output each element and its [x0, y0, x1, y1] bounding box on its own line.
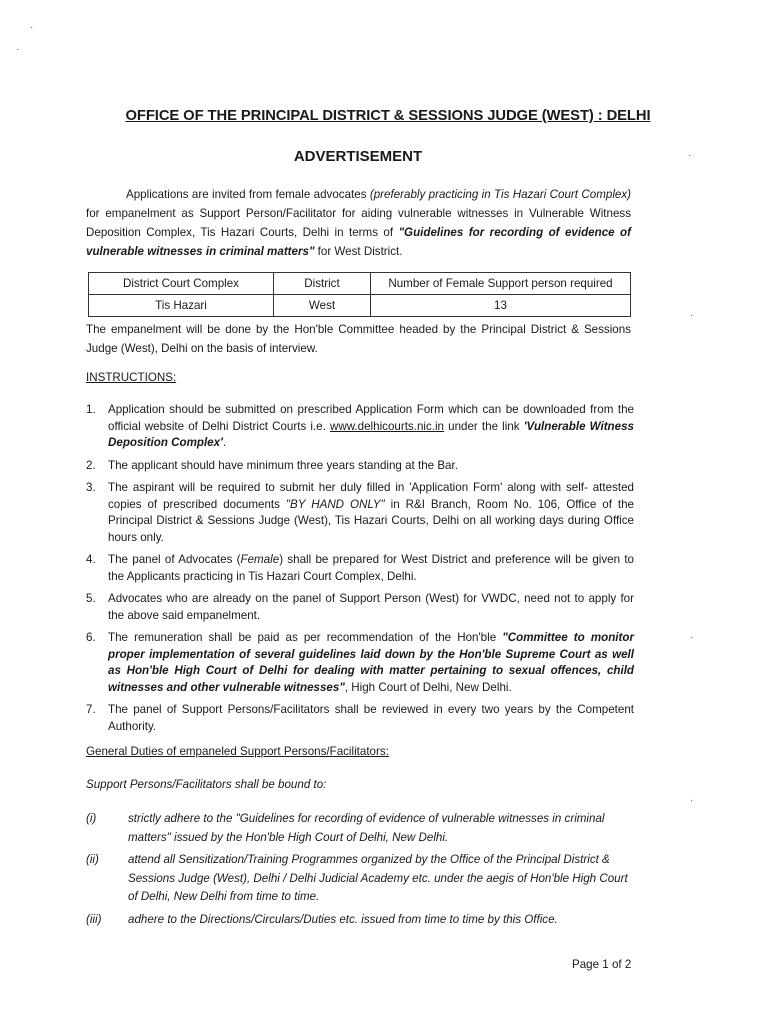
table-header: Number of Female Support person required	[371, 273, 631, 295]
list-item	[86, 552, 634, 585]
list-number: 4.	[86, 553, 96, 566]
duties-heading: General Duties of empaneled Support Persons/Facilitators:	[86, 745, 389, 758]
list-text: The panel of Advocates (	[108, 553, 241, 566]
list-text: strictly adhere to the "Guidelines for recording of evidence of vulnerable witnesses in criminal matters" issued by the Hon'ble High Court of Delhi, New Delhi.	[128, 812, 605, 844]
table-cell: 13	[371, 295, 631, 317]
list-text: The panel of Support Persons/Facilitators shall be reviewed in every two years by the Competent Authority.	[108, 703, 634, 733]
requirement-table	[88, 272, 631, 317]
list-number: (i)	[86, 812, 97, 825]
list-number: 3.	[86, 481, 96, 494]
table-row	[89, 295, 631, 317]
list-item	[86, 630, 634, 696]
scan-mark: ·	[690, 310, 694, 321]
advertisement-heading: ADVERTISEMENT	[293, 148, 423, 165]
list-text-italic: Female	[240, 553, 280, 566]
list-text-italic: "BY HAND ONLY"	[285, 497, 385, 511]
list-number: 7.	[86, 703, 96, 716]
committee-name: "Committee to monitor proper implementation of several guidelines laid down by the Hon'ble Supreme Court as well as Hon'ble High Court of Delhi for dealing with matter pertaining to sexual offences, child witnesses and other vulnerable witnesses"	[108, 631, 634, 694]
scan-mark: ·	[690, 632, 694, 643]
list-item	[86, 851, 634, 907]
table-cell: Tis Hazari	[89, 295, 274, 317]
list-text: The applicant should have minimum three years standing at the Bar.	[108, 458, 458, 472]
table-header: District Court Complex	[89, 273, 274, 295]
scan-mark: ·	[688, 150, 692, 161]
list-item	[86, 402, 634, 452]
link-name: 'Vulnerable Witness Deposition Complex'	[108, 419, 634, 449]
list-text: under the link	[444, 419, 524, 433]
list-number: (iii)	[86, 912, 102, 926]
intro-text-italic: (preferably practicing in Tis Hazari Court Complex)	[369, 188, 631, 201]
list-text: .	[222, 436, 227, 449]
duties-intro: Support Persons/Facilitators shall be bound to:	[86, 778, 327, 791]
list-text: adhere to the Directions/Circulars/Duties etc. issued from time to time by this Office.	[128, 912, 558, 926]
intro-text: Applications are invited from female advocates	[126, 188, 370, 201]
scan-mark: ·	[30, 22, 34, 33]
list-text: , High Court of Delhi, New Delhi.	[344, 680, 512, 694]
list-item	[86, 702, 634, 735]
list-text: The aspirant will be required to submit her duly filled in 'Application Form' along with self- attested copies of prescribed documents	[108, 481, 634, 511]
scan-mark: ·	[16, 44, 20, 55]
list-text: attend all Sensitization/Training Programmes organized by the Office of the Principal District & Sessions Judge (West), Delhi / Delhi Judicial Academy etc. under the aegis of Hon'ble High Court of Delhi, New Delhi from time to time.	[128, 853, 628, 903]
intro-paragraph	[86, 185, 631, 261]
list-item	[86, 911, 634, 930]
intro-text: for West District.	[314, 245, 403, 258]
instructions-heading: INSTRUCTIONS:	[86, 371, 177, 384]
guidelines-title: "Guidelines for recording of evidence of vulnerable witnesses in criminal matters"	[86, 226, 631, 258]
list-item	[86, 458, 634, 475]
list-item	[86, 810, 634, 847]
list-text: ) shall be prepared for West District and preference will be given to the Applicants practicing in Tis Hazari Court Complex, Delhi.	[108, 553, 634, 583]
list-number: 1.	[86, 403, 96, 416]
empanelment-note: The empanelment will be done by the Hon'ble Committee headed by the Principal District & Sessions Judge (West), Delhi on the basis of interview.	[86, 323, 631, 355]
list-text: Advocates who are already on the panel of Support Person (West) for VWDC, need not to apply for the above said empanelment.	[108, 592, 634, 622]
list-number: 6.	[86, 631, 96, 644]
page-number: Page 1 of 2	[572, 958, 632, 971]
list-text: Application should be submitted on prescribed Application Form which can be downloaded from the official website of Delhi District Courts i.e.	[108, 403, 634, 433]
duties-list	[86, 810, 634, 929]
list-text: The remuneration shall be paid as per recommendation of the Hon'ble	[108, 631, 503, 644]
intro-text: for empanelment as Support Person/Facilitator for aiding vulnerable witnesses in Vulnerable Witness Deposition Complex, Tis Hazari Courts, Delhi in terms of	[86, 207, 631, 239]
table-cell: West	[274, 295, 371, 317]
scan-mark: ·	[690, 795, 694, 806]
list-item	[86, 591, 634, 624]
list-number: 2.	[86, 458, 96, 472]
table-header-row	[89, 273, 631, 295]
office-title: OFFICE OF THE PRINCIPAL DISTRICT & SESSIONS JUDGE (WEST) : DELHI	[125, 108, 651, 124]
list-number: (ii)	[86, 853, 99, 866]
website-link[interactable]: www.delhicourts.nic.in	[329, 419, 445, 433]
list-number: 5.	[86, 592, 96, 605]
table-header: District	[274, 273, 371, 295]
list-text: in R&I Branch, Room No. 106, Office of the Principal District & Sessions Judge (West), Tis Hazari Courts, Delhi on all working days during Office hours only.	[108, 497, 634, 544]
list-item	[86, 480, 634, 546]
instructions-list	[86, 402, 634, 735]
